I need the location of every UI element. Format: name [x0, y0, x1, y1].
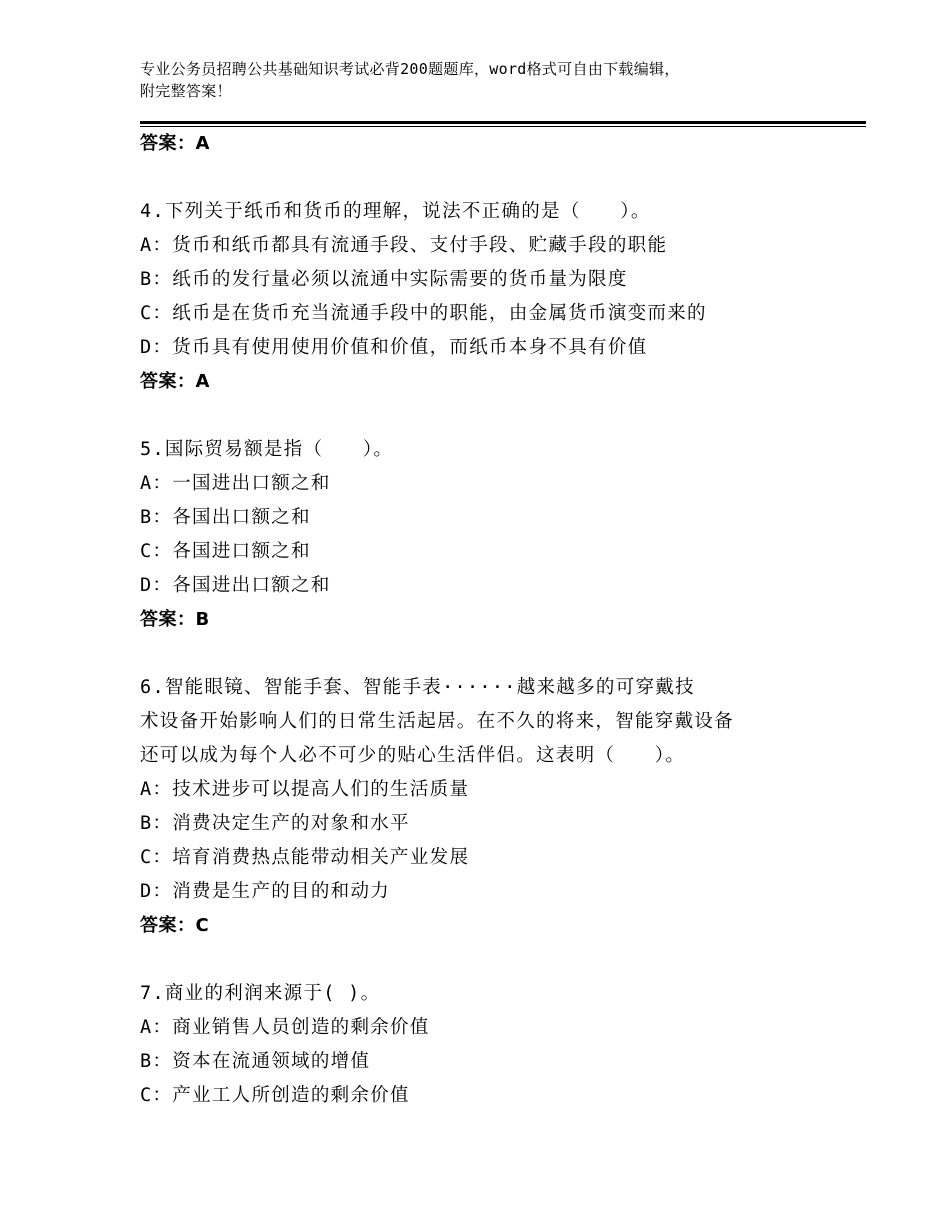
spacer	[140, 399, 860, 433]
option-a: A：商业销售人员创造的剩余价值	[140, 1017, 430, 1038]
question-block	[140, 977, 860, 1113]
option-c: C：纸币是在货币充当流通手段中的职能，由金属货币演变而来的	[140, 303, 707, 324]
answer-line: 答案：C	[140, 915, 210, 936]
header-line-2: 附完整答案！	[140, 82, 232, 100]
document-body	[140, 127, 860, 1113]
header-line-1: 专业公务员招聘公共基础知识考试必背200题题库，word格式可自由下载编辑，	[140, 60, 680, 78]
question-block	[140, 671, 860, 943]
question-stem: 5.国际贸易额是指（ ）。	[140, 439, 394, 460]
header-rule-thick	[140, 121, 866, 124]
question-stem-line-3: 还可以成为每个人必不可少的贴心生活伴侣。这表明（ ）。	[140, 745, 686, 766]
answer-line: 答案：A	[140, 371, 210, 392]
option-a: A：一国进出口额之和	[140, 473, 331, 494]
option-d: D：各国进出口额之和	[140, 575, 331, 596]
option-c: C：培育消费热点能带动相关产业发展	[140, 847, 470, 868]
question-stem-line-2: 术设备开始影响人们的日常生活起居。在不久的将来，智能穿戴设备	[140, 711, 735, 732]
spacer	[140, 943, 860, 977]
option-a: A：技术进步可以提高人们的生活质量	[140, 779, 470, 800]
page-header	[140, 58, 840, 102]
spacer	[140, 637, 860, 671]
question-stem-line-1: 6.智能眼镜、智能手套、智能手表······越来越多的可穿戴技	[140, 677, 695, 698]
option-c: C：产业工人所创造的剩余价值	[140, 1085, 410, 1106]
option-b: B：资本在流通领域的增值	[140, 1051, 371, 1072]
option-b: B：纸币的发行量必须以流通中实际需要的货币量为限度	[140, 269, 628, 290]
question-block	[140, 195, 860, 399]
answer-line: 答案：B	[140, 609, 210, 630]
option-c: C：各国进口额之和	[140, 541, 311, 562]
previous-answer: 答案：A	[140, 133, 210, 154]
spacer	[140, 161, 860, 195]
option-b: B：各国出口额之和	[140, 507, 311, 528]
question-stem: 4.下列关于纸币和货币的理解，说法不正确的是（ ）。	[140, 201, 651, 222]
option-a: A：货币和纸币都具有流通手段、支付手段、贮藏手段的职能	[140, 235, 668, 256]
option-d: D：货币具有使用使用价值和价值，而纸币本身不具有价值	[140, 337, 648, 358]
question-stem: 7.商业的利润来源于( )。	[140, 983, 381, 1004]
option-b: B：消费决定生产的对象和水平	[140, 813, 410, 834]
option-d: D：消费是生产的目的和动力	[140, 881, 391, 902]
question-block	[140, 433, 860, 637]
